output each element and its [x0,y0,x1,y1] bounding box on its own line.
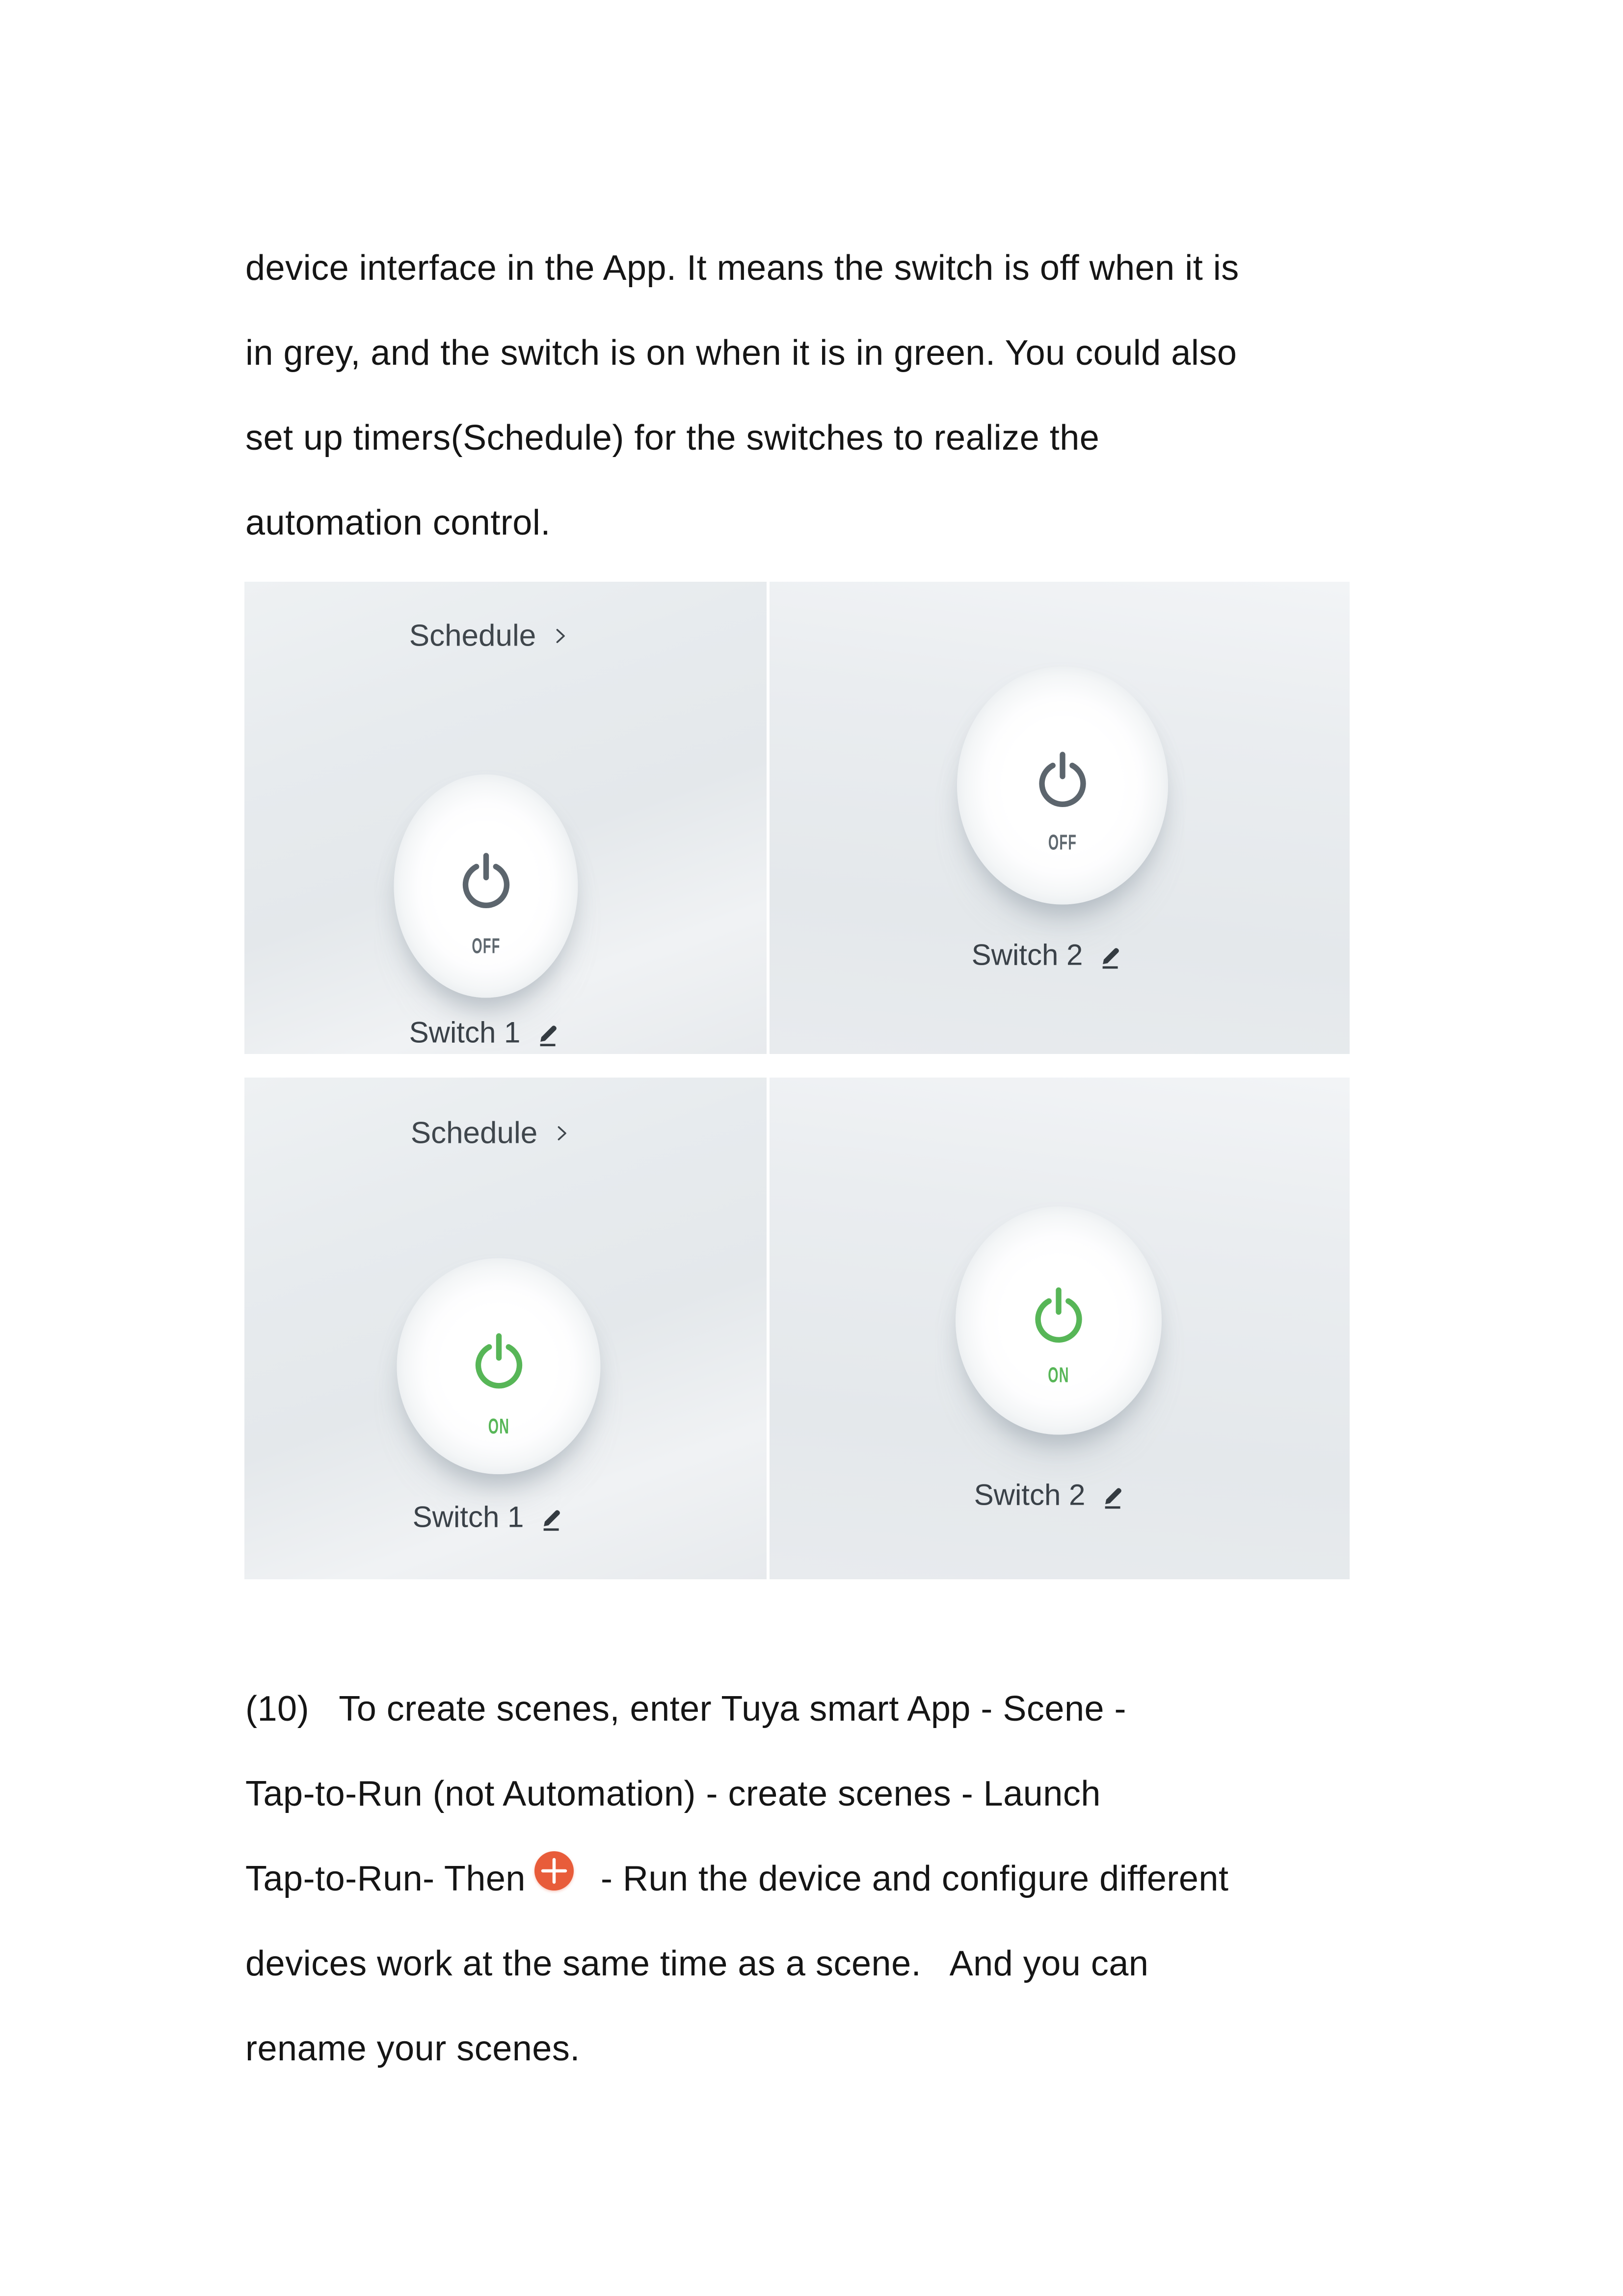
chevron-right-icon [550,625,570,646]
panel-switch2-on [770,1078,1350,1579]
paragraph-line [245,480,1497,565]
switch-name-label: Switch 2 [974,1478,1086,1512]
paragraph-text: automation control. [245,503,551,542]
switch-name-label: Switch 2 [971,938,1083,972]
power-state-label: ON [488,1414,509,1439]
switch-name-label: Switch 1 [412,1500,524,1534]
switch1-power-button[interactable] [394,775,578,998]
panel-switch1-off [244,582,767,1054]
power-icon [1033,750,1092,809]
switch2-name [974,1478,1127,1512]
paragraph-text: set up timers(Schedule) for the switches to realize the [245,418,1100,458]
paragraph-line [245,1921,1521,2006]
paragraph-text: devices work at the same time as a scene. And you can [245,1944,1149,1983]
power-icon [1029,1285,1088,1344]
edit-pencil-icon[interactable] [1098,1483,1126,1511]
screenshot-switches-on [244,1078,1350,1579]
edit-pencil-icon[interactable] [536,1505,565,1533]
paragraph-text: Tap-to-Run (not Automation) - create scenes - Launch [245,1774,1101,1813]
paragraph-text: Tap-to-Run- Then [245,1859,526,1898]
paragraph-line [245,1751,1521,1836]
switch1-name [409,1016,562,1050]
schedule-link[interactable] [411,1116,572,1151]
panel-switch2-off [770,582,1350,1054]
paragraph-text: - Run the device and configure different [580,1859,1229,1898]
scene-instructions-paragraph [245,1666,1521,2091]
power-icon [469,1331,528,1390]
power-state-label: OFF [1048,830,1077,855]
add-plus-icon [534,1851,574,1891]
paragraph-line [245,310,1497,395]
chevron-right-icon [551,1123,572,1143]
paragraph-text: rename your scenes. [245,2028,580,2068]
edit-pencil-icon[interactable] [533,1020,561,1049]
edit-pencil-icon[interactable] [1095,943,1124,971]
paragraph-line [245,2006,1521,2091]
paragraph-line [245,1836,1521,1921]
paragraph-text: device interface in the App. It means the switch is off when it is [245,248,1239,288]
paragraph-line [245,225,1497,310]
switch2-power-button[interactable] [956,1207,1162,1435]
schedule-label: Schedule [410,1116,538,1150]
switch1-name [413,1500,565,1534]
switch2-power-button[interactable] [957,667,1168,905]
schedule-link[interactable] [409,619,571,653]
screenshot-switches-off [244,582,1350,1054]
power-state-label: OFF [471,934,501,958]
paragraph-text: in grey, and the switch is on when it is in green. You could also [245,333,1237,373]
intro-paragraph [245,225,1497,565]
schedule-label: Schedule [409,619,536,653]
switch1-power-button[interactable] [397,1258,601,1474]
power-icon [456,851,515,910]
paragraph-line [245,395,1497,480]
paragraph-text: (10) To create scenes, enter Tuya smart App - Scene - [245,1689,1127,1729]
switch2-name [972,938,1124,972]
power-state-label: ON [1048,1363,1069,1387]
panel-switch1-on [244,1078,767,1579]
paragraph-line [245,1666,1521,1751]
switch-name-label: Switch 1 [409,1016,521,1049]
